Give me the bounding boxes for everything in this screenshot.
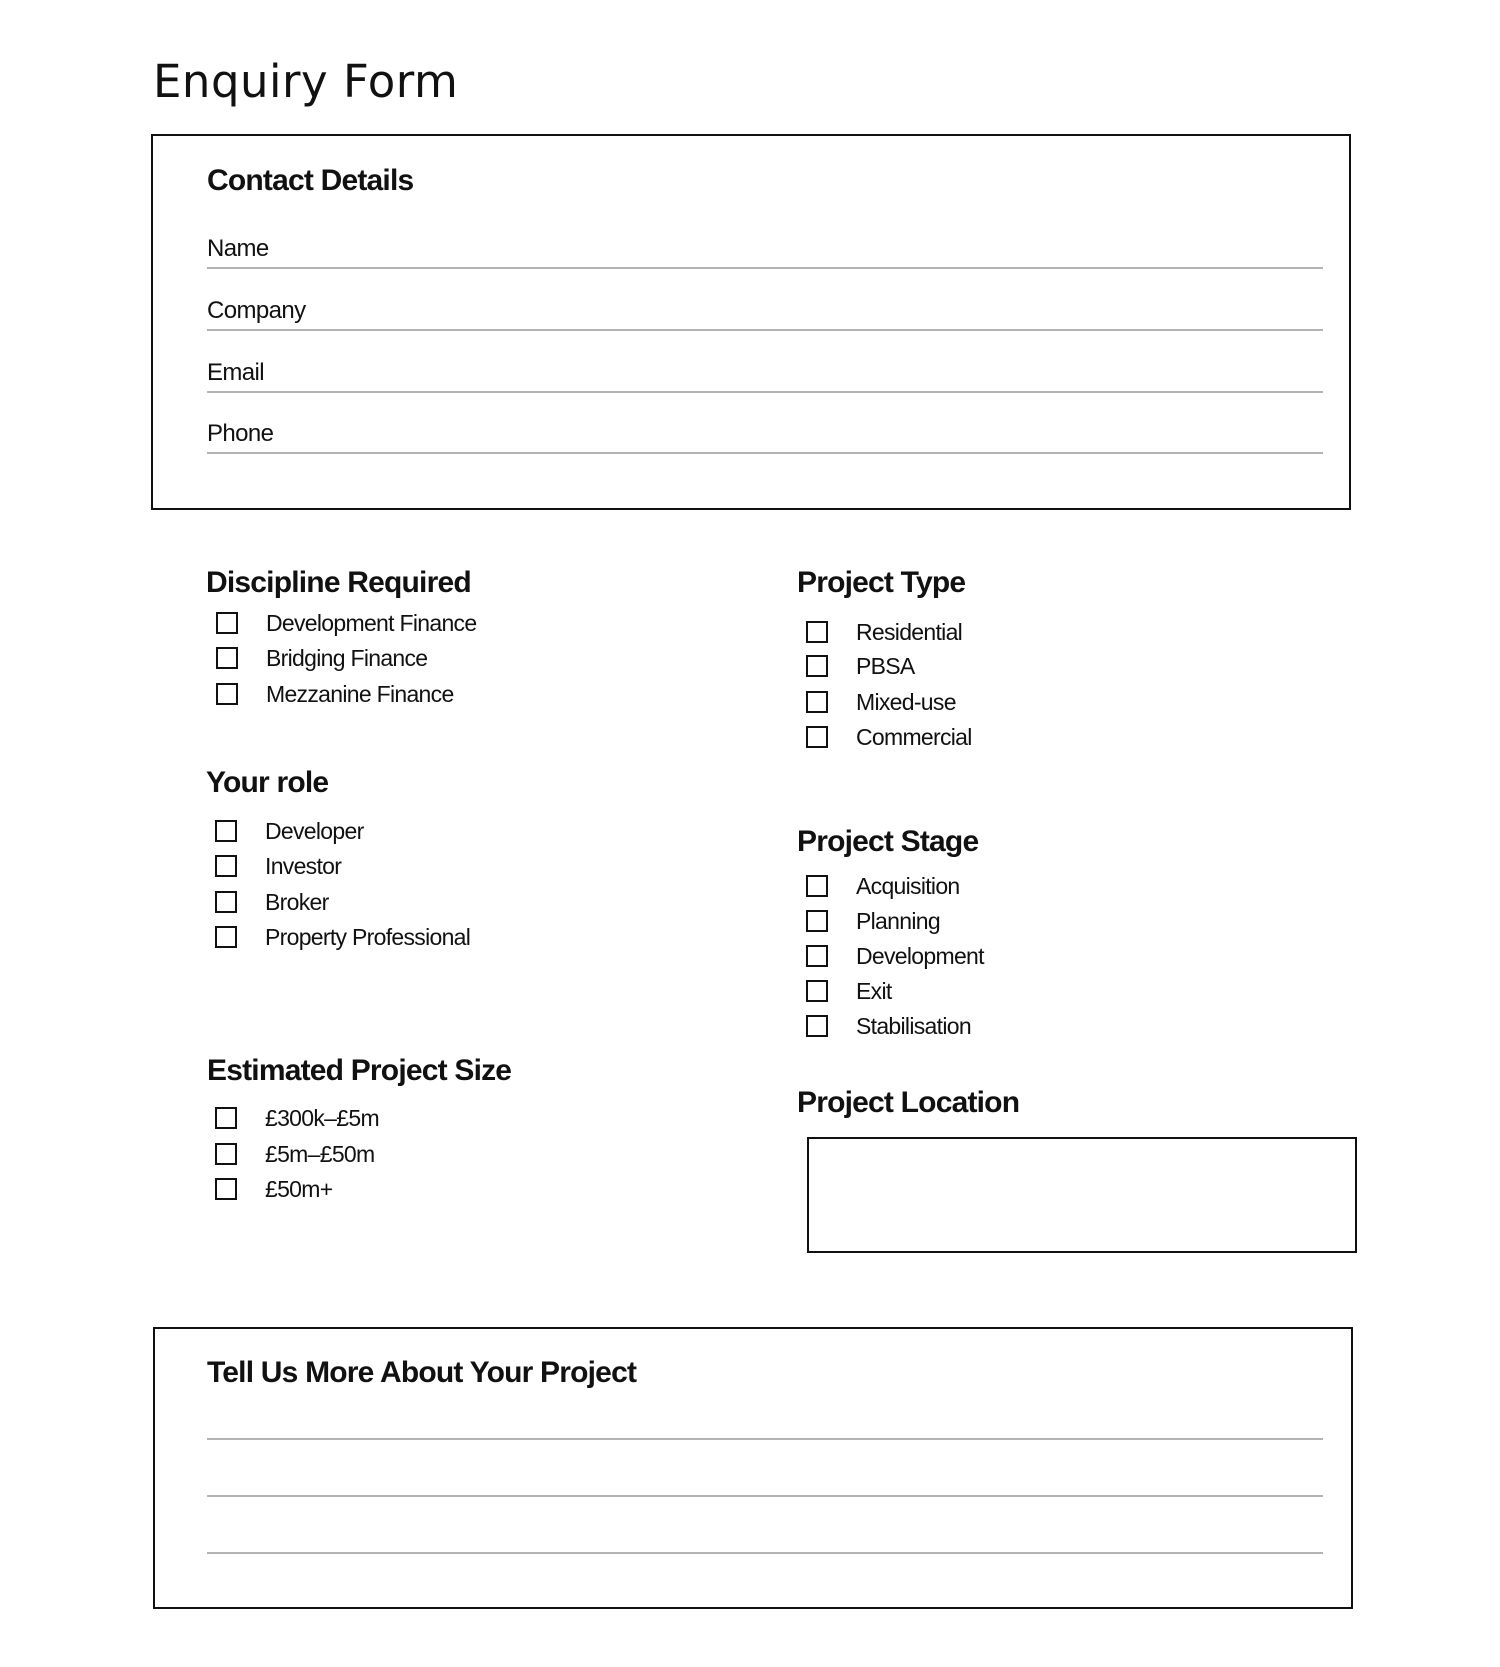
project-location-title: Project Location	[797, 1086, 1020, 1119]
option-label: Residential	[856, 618, 963, 645]
checkbox[interactable]	[215, 1143, 237, 1165]
option-label: Bridging Finance	[266, 644, 428, 671]
phone-field[interactable]	[207, 402, 1323, 454]
checkbox[interactable]	[215, 1107, 237, 1129]
project-stage-option[interactable]	[806, 906, 940, 936]
option-label: Development Finance	[266, 609, 477, 636]
option-label: £300k–£5m	[265, 1104, 379, 1131]
option-label: PBSA	[856, 652, 915, 679]
project-stage-title: Project Stage	[797, 825, 979, 858]
project-type-option[interactable]	[806, 651, 915, 681]
project-stage-option[interactable]	[806, 1011, 971, 1041]
contact-details-title: Contact Details	[207, 164, 414, 197]
size-option[interactable]	[215, 1139, 374, 1169]
checkbox[interactable]	[215, 855, 237, 877]
discipline-option[interactable]	[216, 643, 427, 673]
option-label: Development	[856, 942, 984, 969]
name-label: Name	[207, 235, 269, 262]
project-stage-option[interactable]	[806, 871, 960, 901]
project-location-input[interactable]	[807, 1137, 1357, 1253]
project-details-line[interactable]	[207, 1495, 1323, 1497]
option-label: Developer	[265, 817, 364, 844]
checkbox[interactable]	[806, 945, 828, 967]
size-option[interactable]	[215, 1174, 332, 1204]
project-size-title: Estimated Project Size	[207, 1054, 512, 1087]
option-label: Acquisition	[856, 872, 960, 899]
contact-details-section	[151, 134, 1351, 510]
option-label: £5m–£50m	[265, 1140, 375, 1167]
option-label: Investor	[265, 852, 342, 879]
option-label: Commercial	[856, 723, 972, 750]
checkbox[interactable]	[216, 612, 238, 634]
option-label: £50m+	[265, 1175, 333, 1202]
project-details-title: Tell Us More About Your Project	[207, 1356, 637, 1389]
name-field[interactable]	[207, 217, 1323, 269]
checkbox[interactable]	[806, 691, 828, 713]
option-label: Exit	[856, 977, 892, 1004]
project-details-section	[153, 1327, 1353, 1609]
discipline-title: Discipline Required	[206, 566, 471, 599]
project-stage-option[interactable]	[806, 941, 984, 971]
discipline-option[interactable]	[216, 679, 454, 709]
role-title: Your role	[206, 766, 329, 799]
option-label: Mixed-use	[856, 688, 956, 715]
page-title: Enquiry Form	[153, 55, 459, 108]
checkbox[interactable]	[806, 655, 828, 677]
size-option[interactable]	[215, 1103, 379, 1133]
email-label: Email	[207, 359, 265, 386]
role-option[interactable]	[215, 851, 341, 881]
checkbox[interactable]	[806, 910, 828, 932]
project-details-line[interactable]	[207, 1552, 1323, 1554]
project-type-title: Project Type	[797, 566, 966, 599]
checkbox[interactable]	[216, 683, 238, 705]
role-option[interactable]	[215, 887, 329, 917]
company-field[interactable]	[207, 279, 1323, 331]
project-type-option[interactable]	[806, 687, 956, 717]
checkbox[interactable]	[806, 1015, 828, 1037]
option-label: Planning	[856, 907, 940, 934]
option-label: Property Professional	[265, 923, 471, 950]
option-label: Mezzanine Finance	[266, 680, 454, 707]
company-label: Company	[207, 297, 306, 324]
discipline-option[interactable]	[216, 608, 476, 638]
email-field[interactable]	[207, 341, 1323, 393]
checkbox[interactable]	[216, 647, 238, 669]
role-option[interactable]	[215, 922, 470, 952]
role-option[interactable]	[215, 816, 364, 846]
checkbox[interactable]	[806, 980, 828, 1002]
checkbox[interactable]	[806, 875, 828, 897]
checkbox[interactable]	[215, 1178, 237, 1200]
project-type-option[interactable]	[806, 722, 972, 752]
checkbox[interactable]	[806, 726, 828, 748]
project-type-option[interactable]	[806, 617, 962, 647]
project-details-line[interactable]	[207, 1438, 1323, 1440]
project-stage-option[interactable]	[806, 976, 892, 1006]
option-label: Stabilisation	[856, 1012, 971, 1039]
phone-label: Phone	[207, 420, 274, 447]
checkbox[interactable]	[806, 621, 828, 643]
checkbox[interactable]	[215, 891, 237, 913]
checkbox[interactable]	[215, 820, 237, 842]
option-label: Broker	[265, 888, 329, 915]
checkbox[interactable]	[215, 926, 237, 948]
